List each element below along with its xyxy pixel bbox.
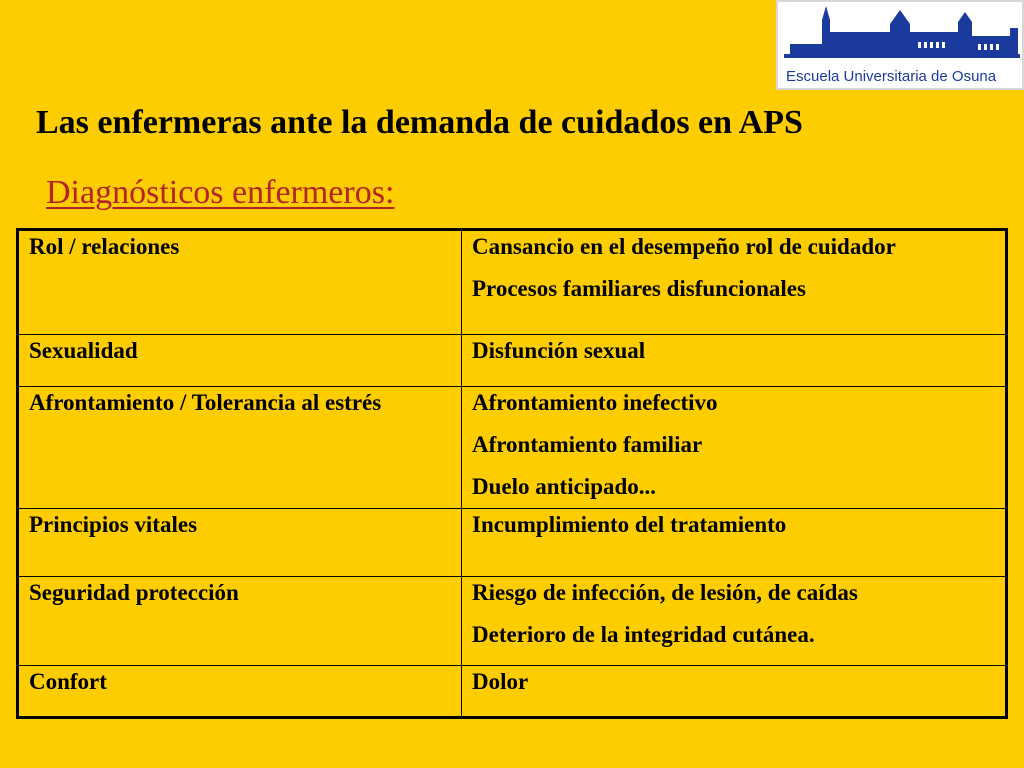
- university-logo: [776, 0, 1024, 90]
- pattern-cell: Seguridad protección: [18, 577, 462, 666]
- pattern-cell: Rol / relaciones: [18, 230, 462, 335]
- diagnosis-item: Incumplimiento del tratamiento: [472, 512, 787, 537]
- pattern-cell: Afrontamiento / Tolerancia al estrés: [18, 387, 462, 509]
- diagnosis-item: Dolor: [472, 669, 529, 694]
- diagnosis-item: Deterioro de la integridad cutánea.: [472, 622, 815, 647]
- table-row: [18, 666, 1007, 718]
- castle-skyline-icon: [778, 2, 1024, 68]
- pattern-cell: Sexualidad: [18, 335, 462, 387]
- diagnoses-cell: [462, 387, 1007, 509]
- diagnosis-item: Disfunción sexual: [472, 338, 646, 363]
- slide-title: Las enfermeras ante la demanda de cuidados en APS: [36, 104, 803, 141]
- diagnoses-cell: [462, 335, 1007, 387]
- diagnosis-item: Riesgo de infección, de lesión, de caídas: [472, 580, 858, 605]
- logo-caption: Escuela Universitaria de Osuna: [786, 68, 997, 85]
- table-row: [18, 230, 1007, 335]
- diagnosis-item: Procesos familiares disfuncionales: [472, 276, 806, 301]
- diagnoses-table: [16, 228, 1008, 719]
- pattern-cell: Confort: [18, 666, 462, 718]
- table-row: [18, 387, 1007, 509]
- diagnosis-item: Duelo anticipado...: [472, 474, 657, 499]
- diagnosis-item: Afrontamiento inefectivo: [472, 390, 718, 415]
- table-row: [18, 577, 1007, 666]
- diagnoses-cell: [462, 666, 1007, 718]
- diagnosis-item: Afrontamiento familiar: [472, 432, 703, 457]
- slide-subtitle: Diagnósticos enfermeros:: [46, 174, 395, 211]
- diagnoses-cell: [462, 577, 1007, 666]
- diagnoses-cell: [462, 230, 1007, 335]
- pattern-cell: Principios vitales: [18, 509, 462, 577]
- diagnoses-cell: [462, 509, 1007, 577]
- table-row: [18, 335, 1007, 387]
- diagnosis-item: Cansancio en el desempeño rol de cuidador: [472, 234, 896, 259]
- table-row: [18, 509, 1007, 577]
